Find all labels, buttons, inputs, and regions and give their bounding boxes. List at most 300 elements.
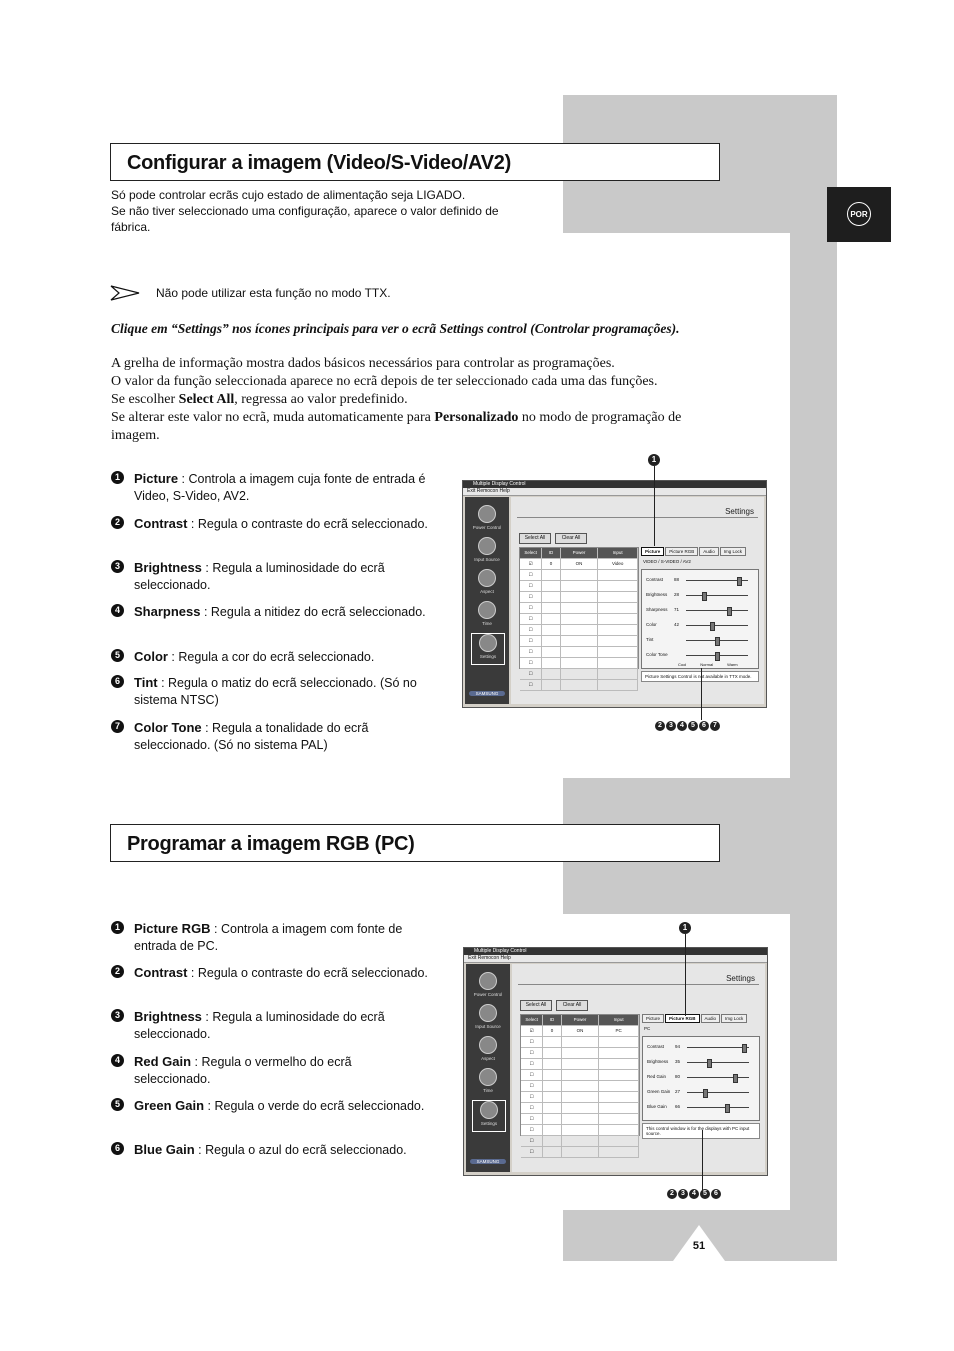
grid-cell xyxy=(599,1125,639,1135)
control-value: 71 xyxy=(674,607,680,612)
intro-line: Só pode controlar ecrãs cujo estado de alimentação seja LIGADO. xyxy=(111,188,466,202)
grid-cell xyxy=(542,680,560,690)
settings-label: Settings xyxy=(726,974,755,983)
callout-1: 1 xyxy=(648,454,660,466)
grid-cell xyxy=(598,581,638,591)
list-item xyxy=(111,470,441,505)
grid-cell: ☐ xyxy=(521,1037,543,1047)
slider-knob xyxy=(715,652,720,661)
item-desc: : Controla a imagem com fonte de entrada de PC. xyxy=(134,922,403,953)
footnote-box: Picture Settings Control is not available in TTX mode. xyxy=(641,671,759,682)
callout-number: 2 xyxy=(667,1189,677,1199)
grid-cell: ☐ xyxy=(520,570,542,580)
slider-knob xyxy=(703,1089,708,1098)
control-label: Red Gain xyxy=(647,1074,667,1079)
tab: Img Lock xyxy=(721,1014,747,1023)
grid-cell xyxy=(599,1048,639,1058)
list-item xyxy=(111,1097,431,1115)
grid-header-cell: Power xyxy=(562,1015,600,1025)
item-desc: : Regula o verde do ecrã seleccionado. xyxy=(204,1099,425,1113)
sidebar-label: Input Source xyxy=(474,557,500,562)
grid-header-cell: ID xyxy=(542,548,560,558)
item-number: 6 xyxy=(111,675,124,688)
grid-header-cell: ID xyxy=(543,1015,561,1025)
grid-row xyxy=(520,603,638,614)
sidebar-label: Power Control xyxy=(473,992,503,997)
grid-cell xyxy=(599,1136,639,1146)
tab: Picture xyxy=(641,547,664,556)
section-2-title: Programar a imagem RGB (PC) xyxy=(110,824,720,862)
callout-number: 4 xyxy=(689,1189,699,1199)
grid-cell: Video xyxy=(598,559,638,569)
control-label: Tint xyxy=(646,637,654,642)
grid-row xyxy=(521,1048,639,1059)
grid-cell: ☐ xyxy=(520,647,542,657)
grid-cell xyxy=(562,1103,600,1113)
grid-cell xyxy=(543,1070,561,1080)
sidebar-label: Aspect xyxy=(480,589,494,594)
control-label: Contrast xyxy=(646,577,664,582)
sidebar-button xyxy=(472,1004,504,1034)
grid-row xyxy=(521,1136,639,1147)
slider-track xyxy=(687,1092,749,1093)
grid-row xyxy=(521,1114,639,1125)
grid-row xyxy=(520,658,638,669)
item-desc: : Regula a tonalidade do ecrã seleccionado. (Só no sistema PAL) xyxy=(134,721,369,752)
item-text xyxy=(134,674,441,709)
note-text: Não pode utilizar esta função no modo TTX. xyxy=(156,286,391,300)
control-row xyxy=(646,619,752,631)
grid-row xyxy=(520,680,638,691)
list-item xyxy=(111,1053,431,1088)
item-text xyxy=(134,559,441,594)
grid-cell xyxy=(598,614,638,624)
list-item xyxy=(111,603,441,621)
slider-track xyxy=(687,1047,749,1048)
item-number: 7 xyxy=(111,720,124,733)
callout-line xyxy=(701,668,702,720)
grid-cell xyxy=(598,570,638,580)
sidebar-button xyxy=(472,1100,506,1132)
grid-cell: ☐ xyxy=(520,603,542,613)
grid-cell: ☑ xyxy=(520,559,542,569)
menu-bar: Exit Remocon Help xyxy=(464,955,767,963)
grid-cell xyxy=(561,581,599,591)
item-text xyxy=(134,1141,431,1159)
grid-row xyxy=(520,559,638,570)
tab: Audio xyxy=(701,1014,721,1023)
list-item xyxy=(111,1008,431,1043)
intro-line: Se não tiver seleccionado uma configuração, aparece o valor definido de xyxy=(111,204,499,218)
divider xyxy=(517,517,758,518)
control-label: Brightness xyxy=(646,592,668,597)
source-label: VIDEO / S-VIDEO / AV2 xyxy=(643,559,691,564)
item-desc: : Regula o vermelho do ecrã seleccionado. xyxy=(134,1055,352,1086)
sidebar-icon xyxy=(478,569,496,587)
control-label: Green Gain xyxy=(647,1089,671,1094)
grid-cell xyxy=(562,1048,600,1058)
grid-row xyxy=(521,1092,639,1103)
note-arrow-icon xyxy=(111,286,139,300)
item-desc: : Regula a luminosidade do ecrã seleccionado. xyxy=(134,1010,385,1041)
grid-cell: ☐ xyxy=(520,581,542,591)
slider-track xyxy=(686,610,748,611)
control-value: 27 xyxy=(675,1089,681,1094)
callouts-2-7 xyxy=(655,721,720,731)
grid-header xyxy=(520,548,638,559)
select-all-button: Select All xyxy=(519,533,551,544)
list-item xyxy=(111,920,431,955)
item-number: 2 xyxy=(111,516,124,529)
grid-cell: 0 xyxy=(542,559,560,569)
grid-cell: ☐ xyxy=(521,1114,543,1124)
para-line: A grelha de informação mostra dados básicos necessários para controlar as programações. xyxy=(111,356,615,371)
item-name: Sharpness xyxy=(134,604,201,619)
grid-cell: ☐ xyxy=(520,592,542,602)
para-text: , regressa ao valor predefinido. xyxy=(234,392,408,407)
settings-screenshot-video xyxy=(462,480,767,708)
list-item xyxy=(111,719,441,754)
control-value: 80 xyxy=(675,1074,681,1079)
page-number: 51 xyxy=(692,1240,706,1252)
item-name: Green Gain xyxy=(134,1098,205,1113)
tone-options xyxy=(678,662,738,667)
grid-cell: ☐ xyxy=(521,1081,543,1091)
list-item xyxy=(111,964,431,982)
item-number: 6 xyxy=(111,1142,124,1155)
item-text xyxy=(134,920,431,955)
tone-option: Normal xyxy=(700,662,714,667)
settings-panel xyxy=(641,569,759,669)
sidebar-icon xyxy=(479,634,497,652)
grid-cell: ☐ xyxy=(521,1059,543,1069)
grid-cell xyxy=(561,592,599,602)
grid-cell xyxy=(542,636,560,646)
grid-cell xyxy=(542,614,560,624)
sidebar xyxy=(465,497,509,704)
grid-row xyxy=(520,669,638,680)
grid-cell xyxy=(561,603,599,613)
tab: Img Lock xyxy=(720,547,746,556)
grid-cell: ON xyxy=(562,1026,600,1036)
grid-cell xyxy=(561,647,599,657)
grid-cell xyxy=(562,1147,600,1157)
slider-knob xyxy=(733,1074,738,1083)
item-text xyxy=(134,603,441,621)
grid-cell xyxy=(562,1114,600,1124)
grid-cell xyxy=(599,1037,639,1047)
control-label: Brightness xyxy=(647,1059,669,1064)
clear-all-button: Clear All xyxy=(555,533,587,544)
slider-knob xyxy=(725,1104,730,1113)
sidebar-label: Settings xyxy=(480,1121,498,1126)
item-text xyxy=(134,964,431,982)
grid-cell xyxy=(598,680,638,690)
language-code: POR xyxy=(847,202,871,226)
grid-cell: ☐ xyxy=(521,1125,543,1135)
clear-all-button: Clear All xyxy=(556,1000,588,1011)
grid-cell: ☐ xyxy=(521,1103,543,1113)
menu-bar: Exit Remocon Help xyxy=(463,488,766,496)
grid-cell xyxy=(542,625,560,635)
italic-instruction: Clique em “Settings” nos ícones principais para ver o ecrã Settings control (Controlar programações). xyxy=(111,321,680,336)
settings-screenshot-rgb xyxy=(463,947,768,1176)
sidebar xyxy=(466,964,510,1172)
callout-number: 5 xyxy=(700,1189,710,1199)
item-text xyxy=(134,1053,431,1088)
grid-cell xyxy=(599,1114,639,1124)
settings-panel xyxy=(642,1036,760,1121)
slider-knob xyxy=(707,1059,712,1068)
slider-knob xyxy=(702,592,707,601)
grid-cell xyxy=(598,592,638,602)
item-text xyxy=(134,470,441,505)
sidebar-button xyxy=(471,537,503,567)
control-row xyxy=(647,1041,753,1053)
callout-number: 6 xyxy=(699,721,709,731)
settings-label: Settings xyxy=(725,507,754,516)
grid-header xyxy=(521,1015,639,1026)
slider-knob xyxy=(742,1044,747,1053)
control-value: 66 xyxy=(675,1104,681,1109)
grid-cell xyxy=(599,1147,639,1157)
grid-header-cell: Select xyxy=(521,1015,543,1025)
slider-track xyxy=(687,1107,749,1108)
grid-cell xyxy=(561,636,599,646)
list-item xyxy=(111,1141,431,1159)
grid-row xyxy=(520,614,638,625)
control-value: 94 xyxy=(675,1044,681,1049)
item-number: 2 xyxy=(111,965,124,978)
grid-header-cell: Power xyxy=(561,548,599,558)
grid-cell: ☐ xyxy=(521,1092,543,1102)
callout-1: 1 xyxy=(679,922,691,934)
control-row xyxy=(646,574,752,586)
intro-line: fábrica. xyxy=(111,220,151,234)
sidebar-label: Input Source xyxy=(475,1024,501,1029)
sidebar-button xyxy=(472,1036,504,1066)
display-grid xyxy=(520,1014,640,1154)
callout-number: 6 xyxy=(711,1189,721,1199)
tab: Picture RGB xyxy=(665,547,698,556)
item-name: Brightness xyxy=(134,1009,202,1024)
tab-strip xyxy=(642,1014,748,1023)
grid-cell: ☐ xyxy=(521,1147,543,1157)
para-text: no modo de programação de xyxy=(518,410,682,425)
slider-track xyxy=(686,595,748,596)
callouts-2-6 xyxy=(667,1189,721,1199)
callout-number: 7 xyxy=(710,721,720,731)
list-item xyxy=(111,648,441,666)
grid-cell xyxy=(562,1059,600,1069)
item-text xyxy=(134,515,441,533)
sidebar-label: Time xyxy=(482,621,492,626)
item-number: 4 xyxy=(111,604,124,617)
callout-number: 3 xyxy=(678,1189,688,1199)
grid-cell xyxy=(562,1081,600,1091)
item-number: 5 xyxy=(111,1098,124,1111)
grid-cell xyxy=(598,669,638,679)
control-label: Sharpness xyxy=(646,607,668,612)
grid-cell xyxy=(543,1092,561,1102)
grid-cell xyxy=(561,614,599,624)
sidebar-label: Aspect xyxy=(481,1056,495,1061)
grid-header-cell: Select xyxy=(520,548,542,558)
grid-row xyxy=(521,1125,639,1136)
sidebar-button xyxy=(471,633,505,665)
list-item xyxy=(111,559,441,594)
grid-cell xyxy=(543,1125,561,1135)
control-label: Color Tone xyxy=(646,652,668,657)
grid-cell xyxy=(542,658,560,668)
grid-cell xyxy=(561,625,599,635)
grid-cell xyxy=(561,680,599,690)
item-name: Red Gain xyxy=(134,1054,192,1069)
grid-cell xyxy=(543,1037,561,1047)
item-name: Contrast xyxy=(134,965,188,980)
sidebar-button xyxy=(471,505,503,535)
display-grid xyxy=(519,547,639,687)
para-bold: Personalizado xyxy=(434,410,519,425)
grey-band-right-2 xyxy=(790,914,837,1210)
grid-cell: ☐ xyxy=(521,1070,543,1080)
sidebar-icon xyxy=(479,1036,497,1054)
grid-row xyxy=(521,1059,639,1070)
item-name: Blue Gain xyxy=(134,1142,195,1157)
callout-number: 2 xyxy=(655,721,665,731)
item-number: 1 xyxy=(111,471,124,484)
sidebar-icon xyxy=(480,1101,498,1119)
samsung-logo: SAMSUNG xyxy=(469,691,505,696)
grid-cell: 0 xyxy=(543,1026,561,1036)
grid-header-cell: Input xyxy=(598,548,638,558)
para-line: O valor da função seleccionada aparece no ecrã depois de ter seleccionado cada uma das funções. xyxy=(111,374,658,389)
grid-cell xyxy=(599,1081,639,1091)
para-bold: Select All xyxy=(178,392,235,407)
control-value: 28 xyxy=(674,592,680,597)
tone-option: Warm xyxy=(727,662,738,667)
control-row xyxy=(646,589,752,601)
grid-cell xyxy=(599,1103,639,1113)
sidebar-icon xyxy=(478,601,496,619)
grid-cell xyxy=(542,669,560,679)
grid-row xyxy=(520,636,638,647)
grid-row xyxy=(520,570,638,581)
sidebar-button xyxy=(471,569,503,599)
sidebar-button xyxy=(472,972,504,1002)
item-name: Picture RGB xyxy=(134,921,211,936)
item-desc: : Regula o azul do ecrã seleccionado. xyxy=(194,1143,407,1157)
control-row xyxy=(647,1071,753,1083)
grid-cell: ☐ xyxy=(520,658,542,668)
section-1-title: Configurar a imagem (Video/S-Video/AV2) xyxy=(110,143,720,181)
grid-cell: ☐ xyxy=(521,1136,543,1146)
item-text xyxy=(134,648,441,666)
grid-cell xyxy=(561,658,599,668)
divider xyxy=(518,984,759,985)
language-badge xyxy=(827,187,891,242)
grid-cell xyxy=(543,1114,561,1124)
grid-cell xyxy=(543,1048,561,1058)
grid-cell: ☐ xyxy=(520,636,542,646)
control-row xyxy=(647,1056,753,1068)
item-number: 3 xyxy=(111,1009,124,1022)
control-label: Contrast xyxy=(647,1044,665,1049)
tab-strip xyxy=(641,547,747,556)
samsung-logo: SAMSUNG xyxy=(470,1159,506,1164)
control-label: Color xyxy=(646,622,657,627)
tone-option: Cool xyxy=(678,662,687,667)
control-label: Blue Gain xyxy=(647,1104,667,1109)
grid-row xyxy=(520,592,638,603)
source-label: PC xyxy=(644,1026,651,1031)
item-desc: : Regula a luminosidade do ecrã seleccionado. xyxy=(134,561,385,592)
item-number: 3 xyxy=(111,560,124,573)
para-line xyxy=(111,391,791,409)
para-line: imagem. xyxy=(111,428,160,443)
grid-cell xyxy=(543,1103,561,1113)
grid-cell xyxy=(542,603,560,613)
grid-row xyxy=(521,1081,639,1092)
sidebar-icon xyxy=(479,1004,497,1022)
item-desc: : Regula o matiz do ecrã seleccionado. (Só no sistema NTSC) xyxy=(134,676,417,707)
item-name: Tint xyxy=(134,675,158,690)
grid-row xyxy=(521,1147,639,1158)
grid-cell xyxy=(542,647,560,657)
grid-row xyxy=(521,1026,639,1037)
control-row xyxy=(646,649,752,661)
slider-knob xyxy=(710,622,715,631)
item-name: Color Tone xyxy=(134,720,202,735)
slider-track xyxy=(687,1077,749,1078)
item-desc: : Regula a cor do ecrã seleccionado. xyxy=(167,650,375,664)
grid-cell: PC xyxy=(599,1026,639,1036)
grid-cell xyxy=(542,581,560,591)
callout-number: 3 xyxy=(666,721,676,731)
item-name: Picture xyxy=(134,471,179,486)
item-name: Brightness xyxy=(134,560,202,575)
grid-cell xyxy=(562,1092,600,1102)
sidebar-label: Power Control xyxy=(472,525,502,530)
window-title: Multiple Display Control xyxy=(463,481,766,488)
grid-cell xyxy=(542,570,560,580)
grid-row xyxy=(521,1070,639,1081)
para-text: Se escolher xyxy=(111,392,179,407)
grid-cell xyxy=(599,1092,639,1102)
grid-cell: ON xyxy=(561,559,599,569)
grid-cell xyxy=(598,636,638,646)
item-text xyxy=(134,719,441,754)
grid-header-cell: Input xyxy=(599,1015,639,1025)
grid-cell xyxy=(562,1136,600,1146)
sidebar-icon xyxy=(479,1068,497,1086)
list-item xyxy=(111,515,441,533)
item-text xyxy=(134,1008,431,1043)
grid-cell xyxy=(543,1136,561,1146)
item-desc: : Regula o contraste do ecrã seleccionado. xyxy=(187,966,428,980)
callout-number: 4 xyxy=(677,721,687,731)
grid-cell xyxy=(561,570,599,580)
sidebar-label: Time xyxy=(483,1088,493,1093)
grid-cell xyxy=(599,1059,639,1069)
control-row xyxy=(646,604,752,616)
grid-cell xyxy=(562,1037,600,1047)
item-number: 4 xyxy=(111,1054,124,1067)
item-number: 5 xyxy=(111,649,124,662)
grid-row xyxy=(521,1037,639,1048)
tab: Picture RGB xyxy=(665,1014,700,1023)
tab: Picture xyxy=(642,1014,664,1023)
